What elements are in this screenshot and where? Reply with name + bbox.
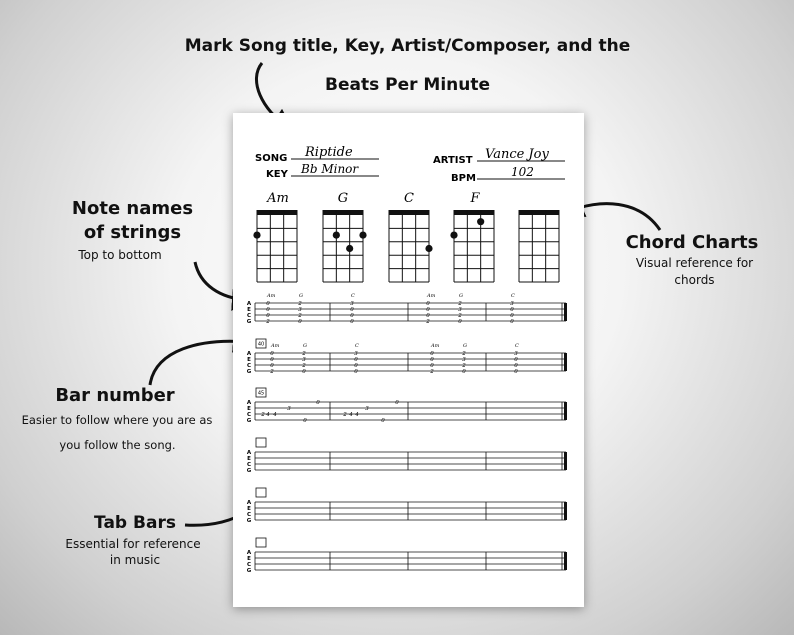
artist-label: ARTIST [433, 155, 473, 166]
chord-name-4: F [470, 191, 480, 206]
string-name-label: A [246, 550, 252, 556]
melody-fret: 2 [343, 412, 347, 418]
fret-number: 0 [266, 301, 270, 307]
melody-fret: 4 [355, 412, 359, 418]
melody-fret: 2 [261, 412, 265, 418]
chord-chart-2 [323, 210, 367, 282]
bar-number: 40 [257, 341, 265, 348]
tab-chord-label: C [355, 343, 359, 349]
fret-number: 3 [354, 351, 358, 357]
string-name-label: C [246, 562, 252, 568]
string-name-label: C [246, 412, 252, 418]
fret-number: 0 [350, 313, 354, 319]
string-name-label: E [247, 357, 251, 363]
fret-number: 2 [270, 369, 274, 375]
fret-number: 2 [430, 369, 434, 375]
annotation-bar-number-title: Bar number [55, 385, 175, 406]
melody-fret: 0 [381, 418, 385, 424]
fret-number: 2 [462, 351, 466, 357]
chord-chart-3 [389, 210, 433, 282]
fret-number: 2 [426, 319, 430, 325]
fret-number: 0 [354, 357, 358, 363]
annotation-title-line1: Mark Song title, Key, Artist/Composer, and the [184, 36, 631, 56]
string-name-label: E [247, 456, 251, 462]
fret-number: 3 [462, 357, 466, 363]
chord-chart-4 [450, 210, 494, 282]
annotation-chord-charts-sub2: chords [674, 273, 715, 287]
fret-number: 0 [514, 357, 518, 363]
tab-chord-label: G [299, 293, 303, 299]
fret-number: 0 [510, 313, 514, 319]
bar-number-box [256, 438, 266, 447]
tab-bar-5 [247, 488, 567, 524]
fret-number: 0 [462, 369, 466, 375]
bar-number-box [256, 538, 266, 547]
tab-chord-label: C [351, 293, 355, 299]
string-name-label: E [247, 506, 251, 512]
finger-dot [425, 245, 432, 252]
fret-number: 2 [298, 301, 302, 307]
string-name-label: G [246, 468, 252, 474]
string-name-label: C [246, 462, 252, 468]
string-name-label: C [246, 313, 252, 319]
finger-dot [253, 232, 260, 239]
melody-fret: 4 [266, 412, 270, 418]
annotation-tab-bars-title: Tab Bars [94, 513, 176, 533]
fret-number: 0 [354, 363, 358, 369]
melody-fret: 0 [303, 418, 307, 424]
fret-number: 0 [510, 319, 514, 325]
tab-sheet-page [233, 113, 584, 607]
tab-bar-6 [247, 538, 567, 574]
chord-name-1: Am [267, 191, 289, 206]
finger-dot [477, 218, 484, 225]
string-name-label: E [247, 307, 251, 313]
fret-number: 3 [514, 351, 518, 357]
fret-number: 0 [350, 319, 354, 325]
tab-bar-2 [247, 339, 567, 375]
melody-fret: 4 [273, 412, 277, 418]
key-value: Bb Minor [301, 162, 359, 176]
tab-chord-label: G [459, 293, 463, 299]
fret-number: 0 [430, 357, 434, 363]
finger-dot [333, 232, 340, 239]
fret-number: 3 [298, 307, 302, 313]
bar-number-box [256, 488, 266, 497]
string-name-label: A [246, 301, 252, 307]
string-name-label: G [246, 518, 252, 524]
fret-number: 0 [426, 313, 430, 319]
chord-chart-1 [253, 210, 297, 282]
string-name-label: A [246, 500, 252, 506]
fret-number: 0 [430, 351, 434, 357]
tab-bar-1 [247, 293, 567, 325]
annotation-note-names-line2: of strings [83, 222, 182, 243]
fret-number: 0 [354, 369, 358, 375]
fret-number: 0 [430, 363, 434, 369]
tab-bar-4 [247, 438, 567, 474]
fret-number: 0 [514, 363, 518, 369]
tab-chord-label: Am [267, 293, 276, 299]
fret-number: 0 [270, 363, 274, 369]
fret-number: 0 [426, 307, 430, 313]
fret-number: 3 [510, 301, 514, 307]
fret-number: 2 [302, 351, 306, 357]
annotation-tab-bars-sub2: in music [109, 553, 161, 567]
melody-fret: 0 [395, 400, 399, 406]
tab-chord-label: C [515, 343, 519, 349]
string-name-label: G [246, 418, 252, 424]
finger-dot [450, 232, 457, 239]
fret-number: 0 [298, 319, 302, 325]
annotation-bar-number-sub1: Easier to follow where you are as [21, 413, 213, 427]
tab-chord-label: Am [271, 343, 280, 349]
fret-number: 2 [266, 319, 270, 325]
song-value: Riptide [305, 145, 353, 160]
melody-fret: 3 [287, 406, 291, 412]
fret-number: 0 [514, 369, 518, 375]
tab-chord-label: G [463, 343, 467, 349]
string-name-label: G [246, 568, 252, 574]
string-name-label: G [246, 369, 252, 375]
bar-number: 45 [257, 390, 265, 397]
melody-fret: 0 [316, 400, 320, 406]
annotation-note-names-sub: Top to bottom [78, 248, 162, 262]
string-name-label: G [246, 319, 252, 325]
string-name-label: E [247, 556, 251, 562]
annotation-tab-bars-sub1: Essential for reference [65, 537, 201, 551]
tab-sheet-drawing [233, 113, 584, 607]
string-name-label: C [246, 512, 252, 518]
annotation-title-line2: Beats Per Minute [324, 75, 491, 95]
chord-chart-5 [519, 210, 559, 282]
fret-number: 3 [350, 301, 354, 307]
fret-number: 2 [298, 313, 302, 319]
finger-dot [359, 232, 366, 239]
tab-chord-label: C [511, 293, 515, 299]
string-name-label: A [246, 351, 252, 357]
fret-number: 0 [510, 307, 514, 313]
string-name-label: A [246, 400, 252, 406]
annotation-chord-charts-title: Chord Charts [625, 232, 759, 253]
fret-number: 2 [462, 363, 466, 369]
finger-dot [346, 245, 353, 252]
chord-name-3: C [404, 191, 414, 206]
tab-bar-3 [247, 388, 567, 424]
string-name-label: E [247, 406, 251, 412]
fret-number: 3 [302, 357, 306, 363]
string-name-label: A [246, 450, 252, 456]
artist-value: Vance Joy [485, 147, 549, 162]
fret-number: 0 [302, 369, 306, 375]
key-label: KEY [266, 169, 288, 180]
tab-chord-label: Am [427, 293, 436, 299]
annotation-chord-charts-sub1: Visual reference for [635, 256, 754, 270]
fret-number: 0 [426, 301, 430, 307]
fret-number: 3 [458, 307, 462, 313]
bpm-label: BPM [451, 173, 476, 184]
fret-number: 0 [270, 351, 274, 357]
fret-number: 0 [458, 319, 462, 325]
tab-chord-label: G [303, 343, 307, 349]
song-label: SONG [255, 153, 288, 164]
tab-chord-label: Am [431, 343, 440, 349]
fret-number: 0 [350, 307, 354, 313]
melody-fret: 3 [365, 406, 369, 412]
fret-number: 2 [302, 363, 306, 369]
chord-name-2: G [337, 191, 349, 206]
annotation-note-names-line1: Note names [71, 198, 194, 219]
melody-fret: 4 [349, 412, 353, 418]
fret-number: 0 [270, 357, 274, 363]
fret-number: 2 [458, 313, 462, 319]
fret-number: 0 [266, 307, 270, 313]
fret-number: 0 [266, 313, 270, 319]
fret-number: 2 [458, 301, 462, 307]
bpm-value: 102 [511, 165, 534, 179]
string-name-label: C [246, 363, 252, 369]
annotation-bar-number-sub2: you follow the song. [59, 438, 176, 452]
